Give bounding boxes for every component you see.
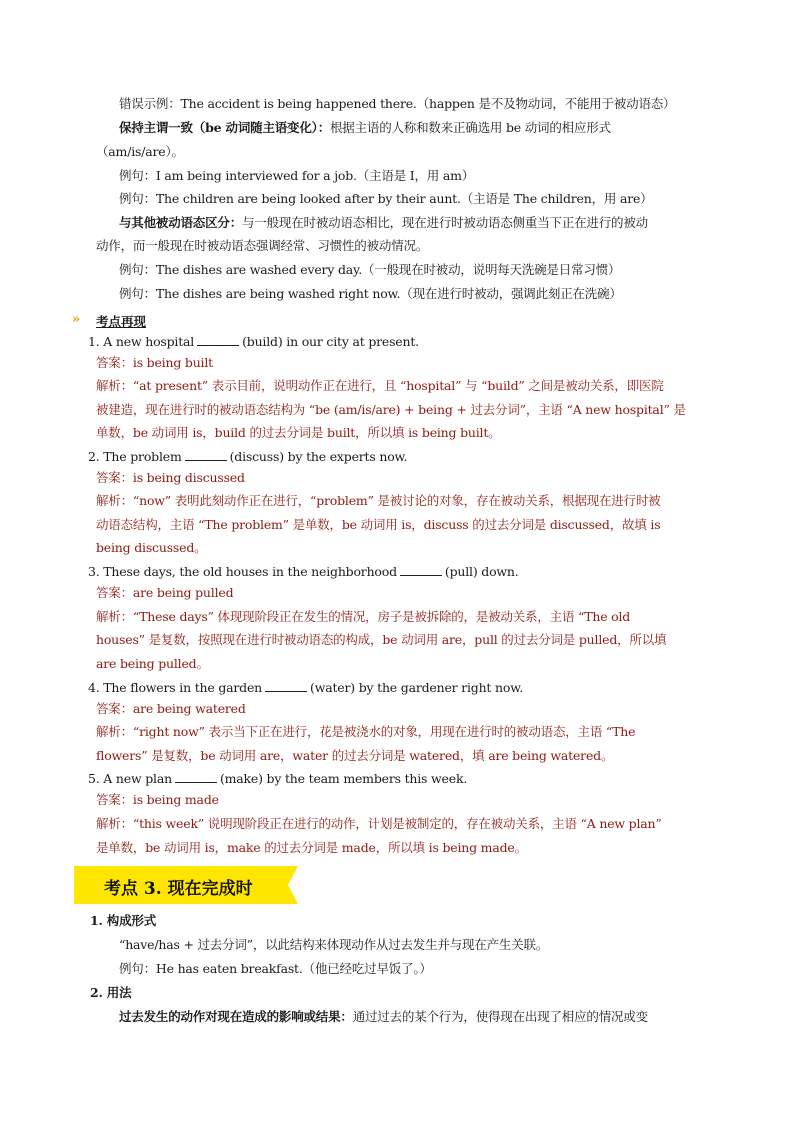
question-5: 5. A new plan (make) by the team members this week. [88,771,468,786]
question-1: 1. A new hospital (build) in our city at present. [88,334,419,349]
part-2-text: 通过过去的某个行为，使得现在出现了相应的情况或变 [352,1009,648,1024]
answer-1: 答案：is being built [96,355,213,370]
question-3: 3. These days, the old houses in the neighborhood (pull) down. [88,564,519,579]
subject-verb-rule-line [119,120,611,136]
explanation-1: 被建造，现在进行时的被动语态结构为 “be (am/is/are) + being + 过去分词”，主语 “A new hospital” 是 [96,402,686,417]
explanation-3: are being pulled。 [96,656,209,671]
answer-blank [265,679,307,692]
answer-blank [197,333,239,346]
part-1-example: 例句：He has eaten breakfast.（他已经吃过早饭了。） [119,961,432,976]
part-2-heading: 过去发生的动作对现在造成的影响或结果： [119,1009,353,1024]
example-line: 例句：The children are being looked after by their aunt.（主语是 The children，用 are） [119,191,653,206]
subject-verb-rule-text: 根据主语的人称和数来正确选用 be 动词的相应形式 [330,120,611,135]
distinction-rule-heading: 与其他被动语态区分： [119,215,243,230]
error-example-line: 错误示例：The accident is being happened there.（happen 是不及物动词，不能用于被动语态） [119,96,676,111]
distinction-rule-line [119,215,648,231]
double-chevron-icon: » [72,312,81,327]
distinction-rule-cont: 动作，而一般现在时被动语态强调经常、习惯性的被动情况。 [96,238,429,253]
explanation-5: 是单数，be 动词用 is，make 的过去分词是 made，所以填 is being made。 [96,840,527,855]
question-2: 2. The problem (discuss) by the experts now. [88,449,408,464]
answer-2: 答案：is being discussed [96,470,245,485]
question-4: 4. The flowers in the garden (water) by the gardener right now. [88,680,523,695]
answer-blank [185,448,227,461]
part-1-title: 1. 构成形式 [90,913,157,928]
answer-5: 答案：is being made [96,792,219,807]
answer-3: 答案：are being pulled [96,585,234,600]
explanation-4: flowers” 是复数，be 动词用 are，water 的过去分词是 watered，填 are being watered。 [96,748,614,763]
explanation-1: 单数，be 动词用 is，build 的过去分词是 built，所以填 is being built。 [96,425,501,440]
explanation-1: 解析：“at present” 表示目前，说明动作正在进行，且 “hospital” 与 “build” 之间是被动关系，即医院 [96,378,664,393]
subject-verb-rule-heading: 保持主谓一致（be 动词随主语变化）： [119,120,330,135]
explanation-2: 解析：“now” 表明此刻动作正在进行，“problem” 是被讨论的对象，存在被动关系，根据现在进行时被 [96,493,661,508]
example-line: 例句：The dishes are washed every day.（一般现在时被动，说明每天洗碗是日常习惯） [119,262,621,277]
part-2-line [119,1009,648,1025]
explanation-5: 解析：“this week” 说明现阶段正在进行的动作，计划是被制定的，存在被动关系，主语 “A new plan” [96,816,662,831]
answer-blank [400,563,442,576]
answer-4: 答案：are being watered [96,701,246,716]
subject-verb-rule-cont: （am/is/are）。 [96,144,184,159]
example-line: 例句：The dishes are being washed right now.（现在进行时被动，强调此刻正在洗碗） [119,286,622,301]
part-2-title: 2. 用法 [90,985,132,1000]
explanation-2: 动语态结构，主语 “The problem” 是单数，be 动词用 is，discuss 的过去分词是 discussed，故填 is [96,517,661,532]
distinction-rule-text: 与一般现在时被动语态相比，现在进行时被动语态侧重当下正在进行的被动 [242,215,648,230]
explanation-3: houses” 是复数，按照现在进行时被动语态的构成，be 动词用 are，pull 的过去分词是 pulled，所以填 [96,632,667,647]
explanation-2: being discussed。 [96,540,207,555]
answer-blank [175,770,217,783]
example-line: 例句：I am being interviewed for a job.（主语是 I，用 am） [119,168,475,183]
section-title: 考点再现 [96,314,147,329]
explanation-4: 解析：“right now” 表示当下正在进行，花是被浇水的对象，用现在进行时的被动语态，主语 “The [96,724,636,739]
explanation-3: 解析：“These days” 体现现阶段正在发生的情况，房子是被拆除的，是被动关系，主语 “The old [96,609,631,624]
part-1-text: “have/has + 过去分词”，以此结构来体现动作从过去发生并与现在产生关联。 [119,937,549,952]
section-banner-title: 考点 3. 现在完成时 [104,879,253,899]
